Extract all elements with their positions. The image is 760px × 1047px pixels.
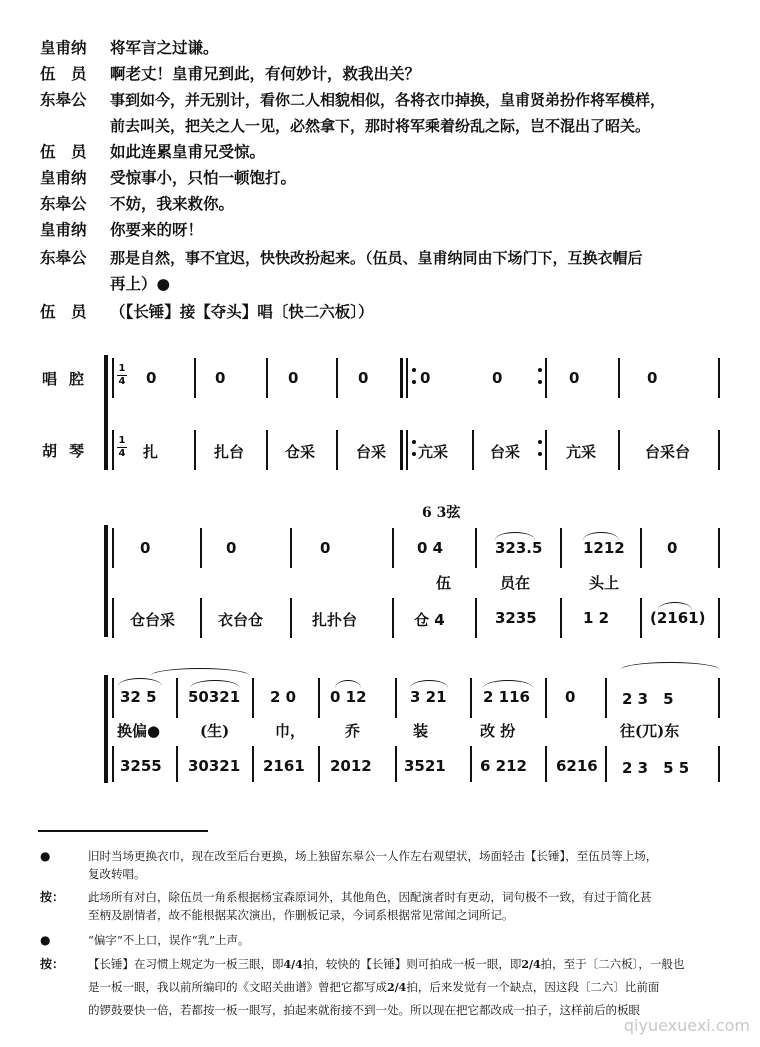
footnote-text: 至柄及剧情者，故不能根据某次演出，作删板记录，今词系根据常见常闻之词所记。 — [88, 908, 514, 922]
vocal-note: 3 21 — [410, 688, 447, 706]
row-label-huqin: 胡琴 — [42, 442, 97, 460]
footnote-text: “偏字”不上口，误作“乳”上声。 — [88, 933, 250, 947]
barline — [112, 430, 114, 470]
huqin-note: 2 3 5 5 — [622, 759, 690, 777]
system-brace — [104, 525, 108, 637]
vocal-note: 1212 — [583, 539, 625, 557]
huqin-note: 衣台仓 — [218, 611, 264, 629]
footnote-text: 【长锤】在习惯上规定为一板三眼，即4/4拍，较快的【长锤】则可拍成一板一眼，即2/4拍，至于〔二六板〕，一般也 — [88, 957, 685, 971]
dialogue-line: 你要来的呀！ — [110, 220, 204, 239]
vocal-note: 50321 — [188, 688, 241, 706]
vocal-note: 0 12 — [330, 688, 367, 706]
speaker: 皇甫纳 — [40, 38, 87, 57]
footnote-text: 是一板一眼，我以前所编印的《文昭关曲谱》曾把它都写成2/4拍，后来发觉有一个缺点，因这段〔二六〕比前面 — [88, 980, 660, 994]
dialogue-line: 那是自然，事不宜迟，快快改扮起来。（伍员、皇甫纳同由下场门下，互换衣帽后 — [110, 249, 643, 267]
vocal-note: 0 4 — [417, 539, 444, 557]
vocal-note: 2 0 — [270, 688, 297, 706]
system-brace — [104, 675, 108, 783]
footnote-mark: 按： — [40, 890, 65, 904]
dialogue-line: 如此连累皇甫兄受惊。 — [110, 142, 266, 161]
tuning-mark: 6 3弦 — [422, 505, 461, 521]
speaker: 东皋公 — [40, 194, 87, 213]
vocal-note: 0 — [569, 369, 580, 387]
speaker: 伍 员 — [40, 302, 87, 321]
huqin-note: 扎 — [143, 443, 159, 461]
huqin-note: 2012 — [330, 757, 372, 775]
huqin-note: (2161) — [650, 609, 706, 627]
lyric: 头上 — [589, 574, 620, 592]
footnote-text: 旧时当场更换衣巾，现在改至后台更换，场上独留东皋公一人作左右观望状，场面轻击【长锤】，至伍员等上场， — [88, 849, 658, 863]
dialogue-line: 啊老丈！皇甫兄到此，有何妙计，救我出关？ — [110, 64, 421, 83]
vocal-note: 0 — [667, 539, 678, 557]
footnote-mark: 按： — [40, 957, 65, 971]
lyric: 换偏● — [117, 722, 161, 740]
vocal-note: 0 — [226, 539, 237, 557]
vocal-note: 0 — [140, 539, 151, 557]
footnote-rule — [38, 830, 208, 832]
huqin-note: 6216 — [556, 757, 598, 775]
huqin-note: 仓采 — [285, 443, 316, 461]
huqin-note: 6 212 — [480, 757, 527, 775]
huqin-note: 仓 4 — [414, 611, 445, 629]
speaker: 伍 员 — [40, 64, 87, 83]
vocal-note: 0 — [358, 369, 369, 387]
huqin-note: 仓台采 — [130, 611, 176, 629]
speaker: 伍 员 — [40, 142, 87, 161]
footnote-mark: ● — [40, 933, 51, 947]
speaker: 皇甫纳 — [40, 168, 87, 187]
speaker: 皇甫纳 — [40, 220, 87, 239]
dialogue-line: 将军言之过谦。 — [110, 38, 219, 57]
huqin-note: 扎台 — [214, 443, 245, 461]
lyric: 改 扮 — [480, 722, 516, 740]
footnote-text: 此场所有对白，除伍员一角系根据杨宝森原词外，其他角色，因配演者时有更动，词句极不一致，有过于简化甚 — [88, 890, 652, 904]
huqin-note: 台采台 — [645, 443, 691, 461]
lyric: 往(兀)东 — [620, 722, 680, 740]
vocal-note: 0 — [420, 369, 431, 387]
huqin-note: 3255 — [120, 757, 162, 775]
dialogue-line: 不妨，我来救你。 — [110, 194, 235, 213]
vocal-note: 0 — [492, 369, 503, 387]
speaker: 东皋公 — [40, 90, 87, 109]
huqin-note: 2161 — [263, 757, 305, 775]
huqin-note: 3521 — [404, 757, 446, 775]
vocal-note: 0 — [320, 539, 331, 557]
vocal-note: 0 — [215, 369, 226, 387]
lyric: 员在 — [500, 574, 531, 592]
vocal-note: 2 3 5 — [622, 690, 674, 708]
vocal-note: 0 — [565, 688, 576, 706]
vocal-note: 0 — [647, 369, 658, 387]
lyric: 乔 — [345, 722, 361, 740]
row-label-vocal: 唱腔 — [42, 370, 97, 388]
footnote-mark: ● — [40, 849, 51, 863]
watermark: qiyuexuexi.com — [623, 1016, 750, 1035]
dialogue-line-cont: 前去叫关，把关之人一见，必然拿下，那时将军乘着纷乱之际，岂不混出了昭关。 — [110, 117, 651, 135]
dialogue-line: 受惊事小，只怕一顿饱打。 — [110, 168, 297, 187]
dialogue-line: （【长锤】接【夺头】唱〔快二六板〕） — [110, 302, 374, 321]
dialogue-line-cont: 再上）● — [110, 274, 171, 293]
barline — [112, 358, 114, 398]
vocal-note: 0 — [146, 369, 157, 387]
dialogue-line: 事到如今，并无别计，看你二人相貌相似，各将衣巾掉换，皇甫贤弟扮作将军模样， — [110, 91, 666, 109]
system-brace — [104, 355, 108, 470]
huqin-note: 台采 — [490, 443, 521, 461]
footnote-text: 复改转唱。 — [88, 867, 146, 881]
vocal-note: 0 — [288, 369, 299, 387]
huqin-note: 扎扑台 — [312, 611, 358, 629]
vocal-note: 32 5 — [120, 688, 157, 706]
lyric: 装 — [413, 722, 429, 740]
speaker: 东皋公 — [40, 248, 87, 267]
lyric: 伍 — [436, 574, 452, 592]
lyric: 巾， — [275, 722, 306, 740]
lyric: (生) — [200, 722, 230, 740]
huqin-note: 3235 — [495, 609, 537, 627]
huqin-note: 亢采 — [566, 443, 597, 461]
vocal-note: 2 116 — [483, 688, 530, 706]
huqin-note: 亢采 — [418, 443, 449, 461]
huqin-note: 1 2 — [583, 609, 610, 627]
time-signature: 1 4 — [118, 363, 126, 387]
footnote-text: 的锣鼓要快一倍，若都按一板一眼写，拍起来就衔接不到一处。所以现在把它都改成一拍子，这样前后的板眼 — [88, 1003, 640, 1017]
time-signature: 1 4 — [118, 435, 126, 459]
vocal-note: 323.5 — [495, 539, 543, 557]
huqin-note: 台采 — [356, 443, 387, 461]
huqin-note: 30321 — [188, 757, 241, 775]
